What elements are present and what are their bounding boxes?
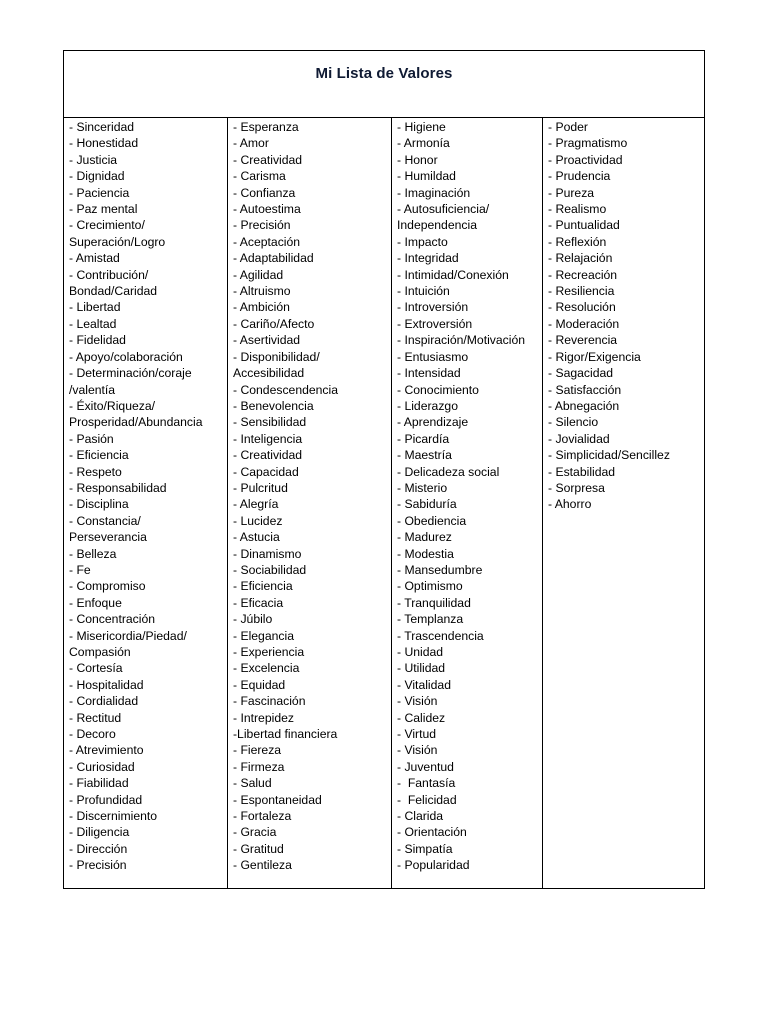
value-item: - Alegría [233,497,279,512]
value-item: - Profundidad [69,792,143,807]
value-item: - Júbilo [233,612,273,627]
value-item: - Dignidad [69,169,125,184]
value-item: - Pulcritud [233,480,288,495]
value-item: - Dirección [69,841,128,856]
value-item: - Impacto [397,234,448,249]
value-item: - Calidez [397,710,446,725]
value-item: - Reflexión [548,234,607,249]
value-item: - Armonía [397,136,450,151]
value-item: - Obediencia [397,513,467,528]
value-item: - Misterio [397,480,448,495]
value-item: - Sociabilidad [233,562,307,577]
value-item: - Excelencia [233,661,300,676]
value-item: - Humildad [397,169,456,184]
value-item: - Sabiduría [397,497,457,512]
value-item: - Popularidad [397,858,470,873]
value-item: - Salud [233,776,272,791]
value-item: - Lucidez [233,513,283,528]
value-item: - Unidad [397,645,444,659]
value-item: - Aprendizaje [397,415,469,430]
value-item: - Capacidad [233,464,299,479]
value-item: - Discernimiento [69,809,158,824]
value-item: - Aceptación [233,234,301,249]
values-table [63,50,705,889]
value-item: - Inspiración/Motivación [397,333,526,348]
value-item: - Pureza [548,185,595,200]
value-item: - Respeto [69,464,122,479]
value-item: - Autoestima [233,202,301,217]
value-item: - Fascinación [233,694,306,709]
value-item: - Firmeza [233,759,285,774]
value-item: - Rigor/Exigencia [548,349,641,364]
value-item: - Autosuficiencia/ [397,202,490,217]
value-item: - Mansedumbre [397,562,483,577]
value-item: -Libertad financiera [233,727,338,742]
value-item: - Cariño/Afecto [233,316,315,331]
values-column-1 [64,118,227,888]
value-item: - Proactividad [548,152,623,167]
value-item: - Trascendencia [397,628,484,643]
value-item: - Visión [397,743,438,758]
value-item: - Optimismo [397,579,463,594]
value-item: - Rectitud [69,710,122,725]
value-item: - Entusiasmo [397,349,469,364]
value-item: - Silencio [548,415,599,430]
value-item: - Hospitalidad [69,677,144,692]
value-item: - Sagacidad [548,366,614,381]
value-item: Superación/Logro [69,234,166,249]
value-item: - Ahorro [548,497,592,512]
value-item: - Paz mental [69,202,138,217]
value-item: - Fiabilidad [69,776,129,791]
values-list-2 [233,119,391,874]
value-item: - Clarida [397,809,444,824]
value-item: - Fortaleza [233,809,292,824]
value-item: - Fantasía [397,776,456,791]
value-item: - Curiosidad [69,759,135,774]
value-item: - Utilidad [397,661,446,676]
value-item: Accesibilidad [233,366,305,381]
value-item: - Eficacia [233,595,284,610]
value-item: - Equidad [233,677,286,692]
value-item: - Moderación [548,316,620,331]
value-item: - Altruismo [233,284,291,299]
value-item: - Simpatía [397,841,453,856]
value-item: - Eficiencia [233,579,293,594]
value-item: - Abnegación [548,398,620,413]
value-item: - Visión [397,694,438,709]
value-item: - Elegancia [233,628,294,643]
value-item: - Eficiencia [69,448,129,463]
value-item: - Madurez [397,530,452,545]
value-item: - Conocimiento [397,382,479,397]
value-item: - Simplicidad/Sencillez [548,448,670,463]
value-item: - Enfoque [69,595,122,610]
value-item: - Delicadeza social [397,464,500,479]
value-item: - Disciplina [69,497,129,512]
value-item: - Estabilidad [548,464,616,479]
page-title: Mi Lista de Valores [315,65,453,82]
value-item: - Intensidad [397,366,461,381]
value-item: - Astucia [233,530,280,545]
value-item: - Liderazgo [397,398,458,413]
value-item: - Responsabilidad [69,480,167,495]
value-item: - Intimidad/Conexión [397,267,509,282]
value-item: Bondad/Caridad [69,284,158,299]
value-item: - Misericordia/Piedad/ [69,628,187,643]
value-item: - Gratitud [233,841,284,856]
value-item: - Sinceridad [69,120,135,134]
value-item: - Intrepidez [233,710,294,725]
value-item: Prosperidad/Abundancia [69,415,203,430]
value-item: - Honor [397,152,438,167]
value-item: - Precisión [233,218,291,233]
value-item: - Ambición [233,300,290,315]
value-item: - Éxito/Riqueza/ [69,398,156,413]
value-item: - Crecimiento/ [69,218,145,233]
values-column-4 [542,118,705,888]
value-item: - Satisfacción [548,382,622,397]
value-item: - Pragmatismo [548,136,628,151]
value-item: - Contribución/ [69,267,149,282]
value-item: - Creatividad [233,448,303,463]
value-item: - Asertividad [233,333,301,348]
value-item: - Sensibilidad [233,415,307,430]
values-column-3 [391,118,542,888]
value-item: - Picardía [397,431,450,446]
value-item: - Amor [233,136,269,151]
value-item: - Lealtad [69,316,117,331]
value-item: - Imaginación [397,185,471,200]
value-item: /valentía [69,382,116,397]
value-item: - Cordialidad [69,694,139,709]
value-item: - Gentileza [233,858,292,873]
value-item: - Felicidad [397,792,457,807]
title-row [64,51,704,118]
value-item: - Reverencia [548,333,618,348]
value-item: - Gracia [233,825,277,840]
value-item: - Honestidad [69,136,139,151]
value-item: - Resolución [548,300,616,315]
value-item: - Extroversión [397,316,473,331]
value-item: - Constancia/ [69,513,141,528]
value-item: - Libertad [69,300,121,315]
value-item: - Prudencia [548,169,611,184]
value-item: Compasión [69,645,131,659]
value-item: - Precisión [69,858,127,873]
value-item: - Fidelidad [69,333,126,348]
value-item: - Diligencia [69,825,130,840]
value-item: - Atrevimiento [69,743,144,758]
value-item: - Justicia [69,152,118,167]
value-item: - Amistad [69,251,120,266]
value-item: - Vitalidad [397,677,451,692]
value-item: - Orientación [397,825,467,840]
value-item: - Agilidad [233,267,284,282]
value-item: - Disponibilidad/ [233,349,320,364]
value-item: - Dinamismo [233,546,302,561]
value-item: - Benevolencia [233,398,314,413]
value-item: - Virtud [397,727,437,742]
value-item: - Adaptabilidad [233,251,314,266]
value-item: - Esperanza [233,120,299,134]
value-item: - Higiene [397,120,446,134]
value-item: - Introversión [397,300,469,315]
value-item: - Determinación/coraje [69,366,192,381]
values-columns [64,118,704,888]
value-item: - Experiencia [233,645,305,659]
value-item: Independencia [397,218,477,233]
value-item: - Jovialidad [548,431,610,446]
value-item: - Intuición [397,284,450,299]
value-item: - Carisma [233,169,286,184]
value-item: - Tranquilidad [397,595,471,610]
value-item: - Maestría [397,448,452,463]
value-item: - Integridad [397,251,459,266]
value-item: - Pasión [69,431,114,446]
value-item: - Confianza [233,185,296,200]
value-item: - Creatividad [233,152,303,167]
value-item: - Compromiso [69,579,146,594]
value-item: - Poder [548,120,588,134]
value-item: - Concentración [69,612,156,627]
value-item: - Belleza [69,546,117,561]
value-item: - Puntualidad [548,218,620,233]
value-item: - Inteligencia [233,431,303,446]
values-column-2 [227,118,391,888]
value-item: - Realismo [548,202,607,217]
value-item: - Juventud [397,759,454,774]
values-list-4 [548,119,705,513]
values-list-1 [69,119,227,874]
value-item: - Templanza [397,612,464,627]
value-item: - Cortesía [69,661,123,676]
value-item: - Relajación [548,251,613,266]
value-item: - Recreación [548,267,618,282]
value-item: - Paciencia [69,185,130,200]
values-list-3 [397,119,542,874]
value-item: - Fiereza [233,743,282,758]
value-item: - Apoyo/colaboración [69,349,183,364]
value-item: - Sorpresa [548,480,605,495]
value-item: - Condescendencia [233,382,339,397]
value-item: - Resiliencia [548,284,615,299]
value-item: - Fe [69,562,91,577]
value-item: Perseverancia [69,530,147,545]
value-item: - Modestia [397,546,454,561]
value-item: - Espontaneidad [233,792,322,807]
value-item: - Decoro [69,727,116,742]
